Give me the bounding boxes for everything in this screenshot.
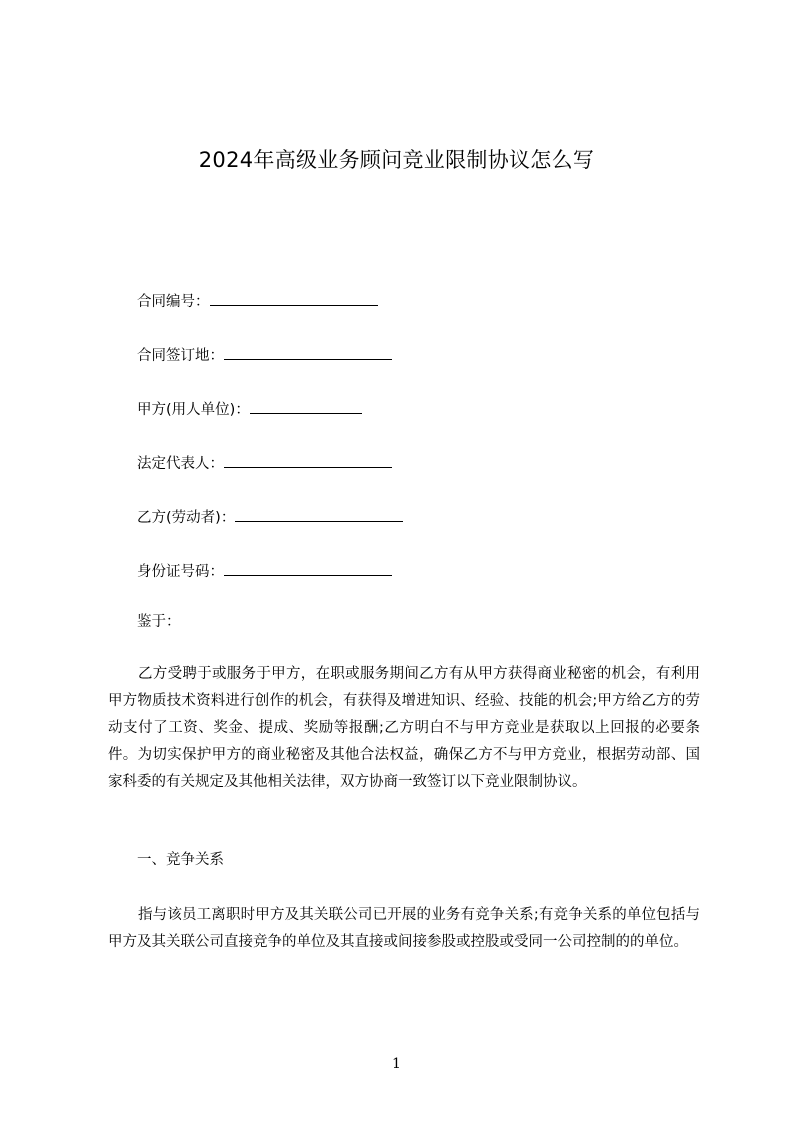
party-b-label: 乙方(劳动者)： xyxy=(137,510,236,526)
id-number-label: 身份证号码： xyxy=(137,564,224,580)
contract-number-blank xyxy=(210,291,378,306)
signing-place-field xyxy=(137,345,392,365)
section-1-heading: 一、竞争关系 xyxy=(137,852,224,868)
intro-paragraph: 乙方受聘于或服务于甲方，在职或服务期间乙方有从甲方获得商业秘密的机会，有利用甲方物质技术资料进行创作的机会，有获得及增进知识、经验、技能的机会;甲方给乙方的劳动支付了工资、奖金、提成、奖励等报酬;乙方明白不与甲方竞业是获取以上回报的必要条件。为切实保护甲方的商业秘密及其他合法权益，确保乙方不与甲方竞业，根据劳动部、国家科委的有关规定及其他相关法律，双方协商一致签订以下竞业限制协议。 xyxy=(108,666,700,790)
contract-number-label: 合同编号： xyxy=(137,294,210,310)
signing-place-label: 合同签订地： xyxy=(137,348,224,364)
document-title: 2024年高级业务顾问竞业限制协议怎么写 xyxy=(198,148,595,172)
id-number-blank xyxy=(224,561,392,576)
signing-place-blank xyxy=(224,345,392,360)
page-number: 1 xyxy=(392,1056,401,1072)
legal-representative-blank xyxy=(224,453,392,468)
legal-representative-field xyxy=(137,453,392,473)
id-number-field xyxy=(137,561,392,581)
legal-representative-label: 法定代表人： xyxy=(137,456,224,472)
contract-number-field xyxy=(137,291,378,311)
party-a-blank xyxy=(250,399,362,414)
party-b-field xyxy=(137,507,403,527)
whereas-label: 鉴于： xyxy=(137,614,181,630)
section-1-paragraph: 指与该员工离职时甲方及其关联公司已开展的业务有竞争关系;有竞争关系的单位包括与甲方及其关联公司直接竞争的单位及其直接或间接参股或控股或受同一公司控制的的单位。 xyxy=(108,907,700,950)
party-a-field xyxy=(137,399,362,419)
party-a-label: 甲方(用人单位)： xyxy=(137,402,250,418)
party-b-blank xyxy=(235,507,403,522)
